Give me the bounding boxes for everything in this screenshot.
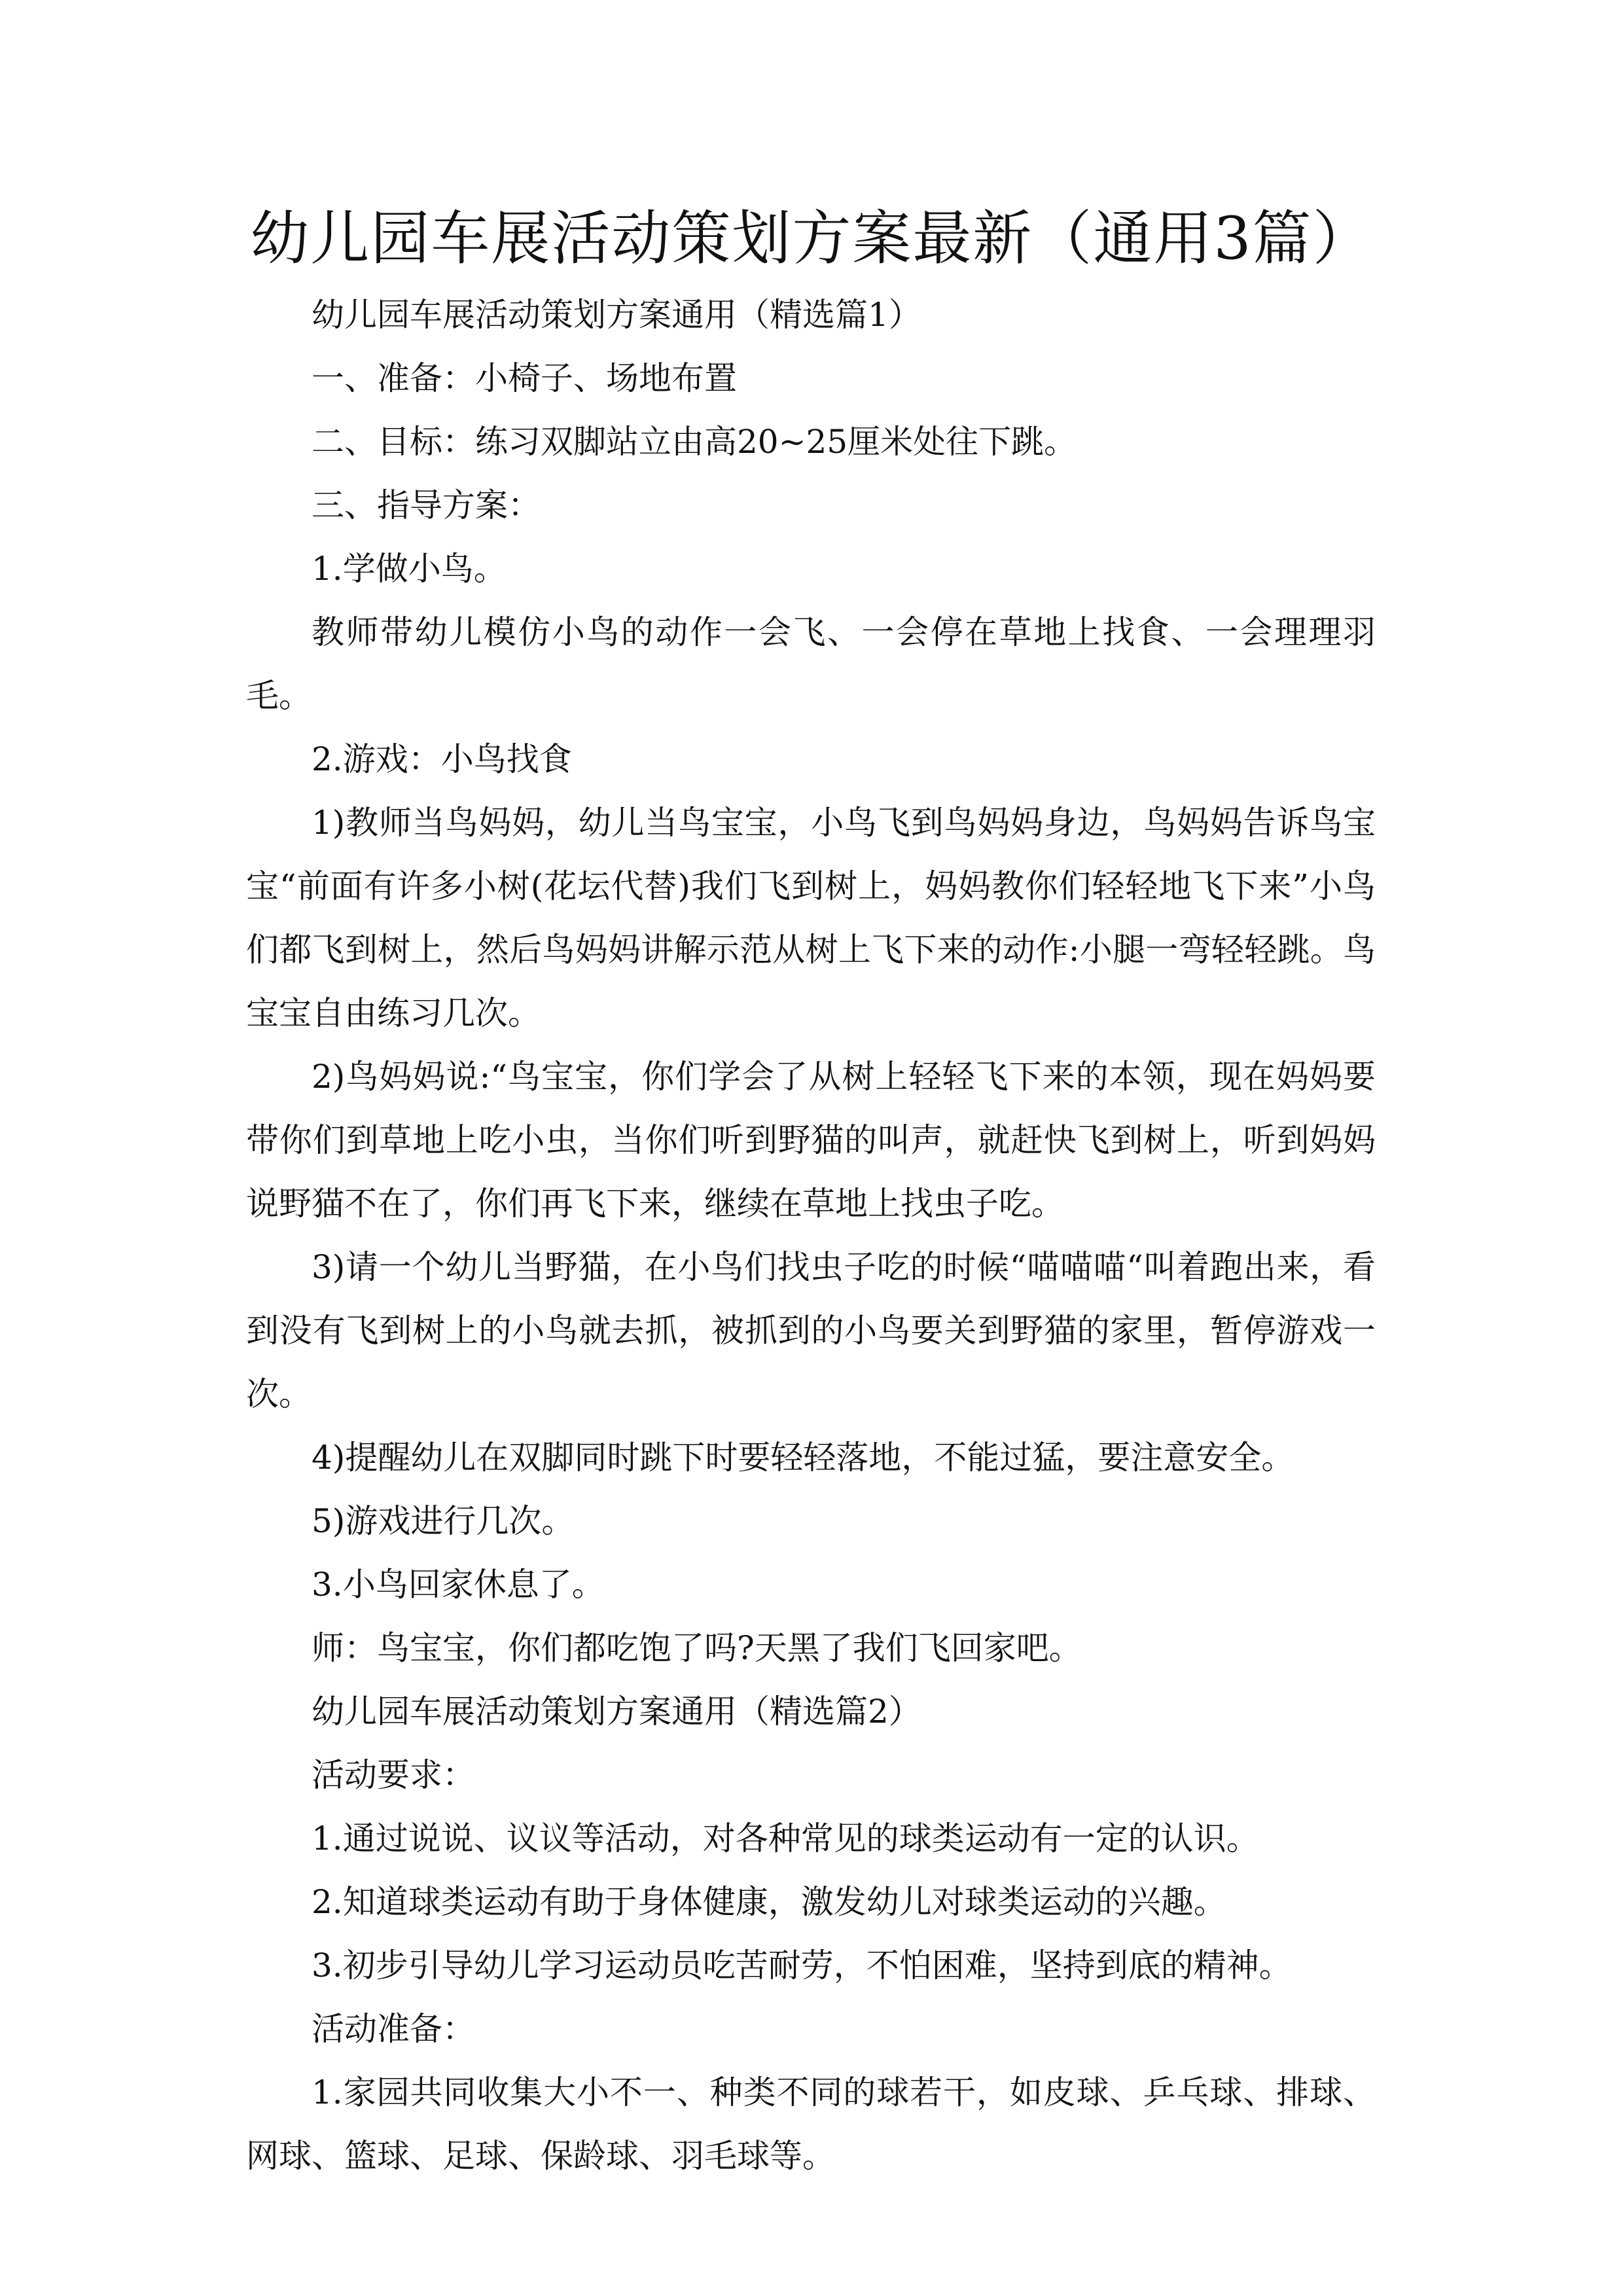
paragraph: 一、准备：小椅子、场地布置	[312, 359, 737, 397]
paragraph: 教师带幼儿模仿小鸟的动作一会飞、一会停在草地上找食、一会理理羽毛。	[246, 613, 1376, 715]
paragraph: 活动要求：	[312, 1756, 475, 1794]
paragraph: 2.知道球类运动有助于身体健康，激发幼儿对球类运动的兴趣。	[312, 1883, 1226, 1921]
paragraph: 4)提醒幼儿在双脚同时跳下时要轻轻落地，不能过猛，要注意安全。	[312, 1439, 1294, 1477]
paragraph: 二、目标：练习双脚站立由高20~25厘米处往下跳。	[312, 423, 1077, 461]
paragraph: 幼儿园车展活动策划方案通用（精选篇2）	[312, 1693, 921, 1731]
paragraph: 2)鸟妈妈说:“鸟宝宝，你们学会了从树上轻轻飞下来的本领，现在妈妈要带你们到草地上吃小虫，当你们听到野猫的叫声，就赶快飞到树上，听到妈妈说野猫不在了，你们再飞下来，继续在草地上找虫子吃。	[246, 1058, 1376, 1223]
paragraph: 1.家园共同收集大小不一、种类不同的球若干，如皮球、乒乓球、排球、网球、篮球、足球、保龄球、羽毛球等。	[246, 2073, 1376, 2175]
paragraph: 幼儿园车展活动策划方案通用（精选篇1）	[312, 296, 921, 334]
paragraph: 3.初步引导幼儿学习运动员吃苦耐劳，不怕困难，坚持到底的精神。	[312, 1946, 1292, 1984]
paragraph: 3.小鸟回家休息了。	[312, 1566, 605, 1604]
paragraph: 三、指导方案：	[312, 486, 541, 524]
paragraph: 2.游戏：小鸟找食	[312, 740, 572, 778]
paragraph: 1)教师当鸟妈妈，幼儿当鸟宝宝，小鸟飞到鸟妈妈身边，鸟妈妈告诉鸟宝宝“前面有许多小树(花坛代替)我们飞到树上，妈妈教你们轻轻地飞下来”小鸟们都飞到树上，然后鸟妈妈讲解示范从树上飞下来的动作:小腿一弯轻轻跳。鸟宝宝自由练习几次。	[246, 804, 1376, 1032]
document-body	[246, 283, 1376, 2188]
paragraph: 活动准备：	[312, 2010, 475, 2048]
document-title: 幼儿园车展活动策划方案最新（通用3篇）	[250, 204, 1373, 273]
paragraph: 师：鸟宝宝，你们都吃饱了吗?天黑了我们飞回家吧。	[312, 1629, 1082, 1667]
paragraph: 5)游戏进行几次。	[312, 1502, 575, 1540]
paragraph: 1.通过说说、议议等活动，对各种常见的球类运动有一定的认识。	[312, 1820, 1259, 1857]
paragraph: 3)请一个幼儿当野猫，在小鸟们找虫子吃的时候“喵喵喵“叫着跑出来，看到没有飞到树上的小鸟就去抓，被抓到的小鸟要关到野猫的家里，暂停游戏一次。	[246, 1248, 1376, 1413]
paragraph: 1.学做小鸟。	[312, 550, 507, 588]
